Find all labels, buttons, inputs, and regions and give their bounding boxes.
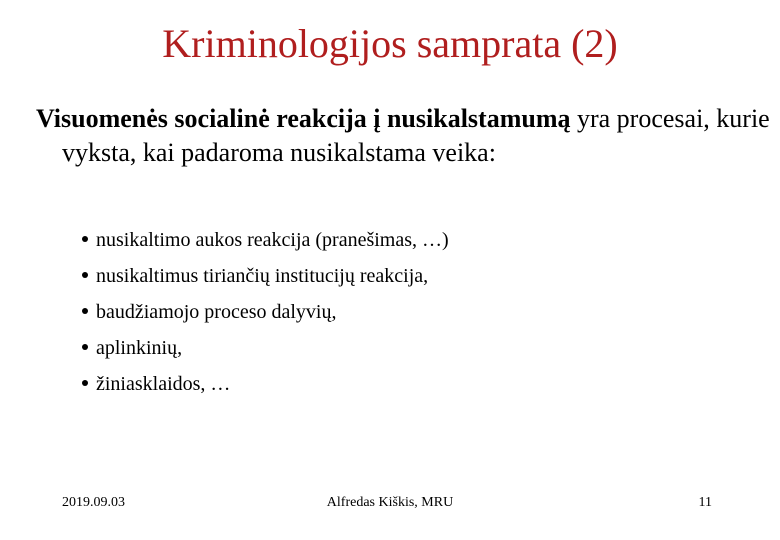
page-number: 11 (698, 495, 712, 510)
list-item (78, 294, 449, 330)
bullet-dot-icon (82, 344, 88, 350)
bullet-dot-icon (82, 380, 88, 386)
list-item (78, 366, 449, 402)
lead-bold-text: Visuomenės socialinė reakcija į nusikalstamumą (36, 104, 571, 133)
list-item-text: aplinkinių, (96, 337, 183, 359)
slide-title: Kriminologijos samprata (2) (162, 21, 618, 66)
footer-date: 2019.09.03 (62, 495, 125, 510)
bullet-dot-icon (82, 272, 88, 278)
lead-paragraph (36, 102, 776, 170)
list-item (78, 222, 449, 258)
footer-author: Alfredas Kiškis, MRU (326, 495, 454, 510)
list-item (78, 258, 449, 294)
bullet-dot-icon (82, 236, 88, 242)
list-item-text: nusikaltimo aukos reakcija (pranešimas, …) (96, 229, 449, 251)
list-item-text: nusikaltimus tiriančių institucijų reakcija, (96, 265, 429, 287)
list-item-text: žiniasklaidos, … (96, 373, 231, 395)
list-item-text: baudžiamojo proceso dalyvių, (96, 301, 337, 323)
lead-rest-text: yra procesai, kurie vyksta, kai padaroma nusikalstama veika: (62, 104, 770, 167)
bullet-list (78, 222, 449, 402)
list-item (78, 330, 449, 366)
bullet-dot-icon (82, 308, 88, 314)
